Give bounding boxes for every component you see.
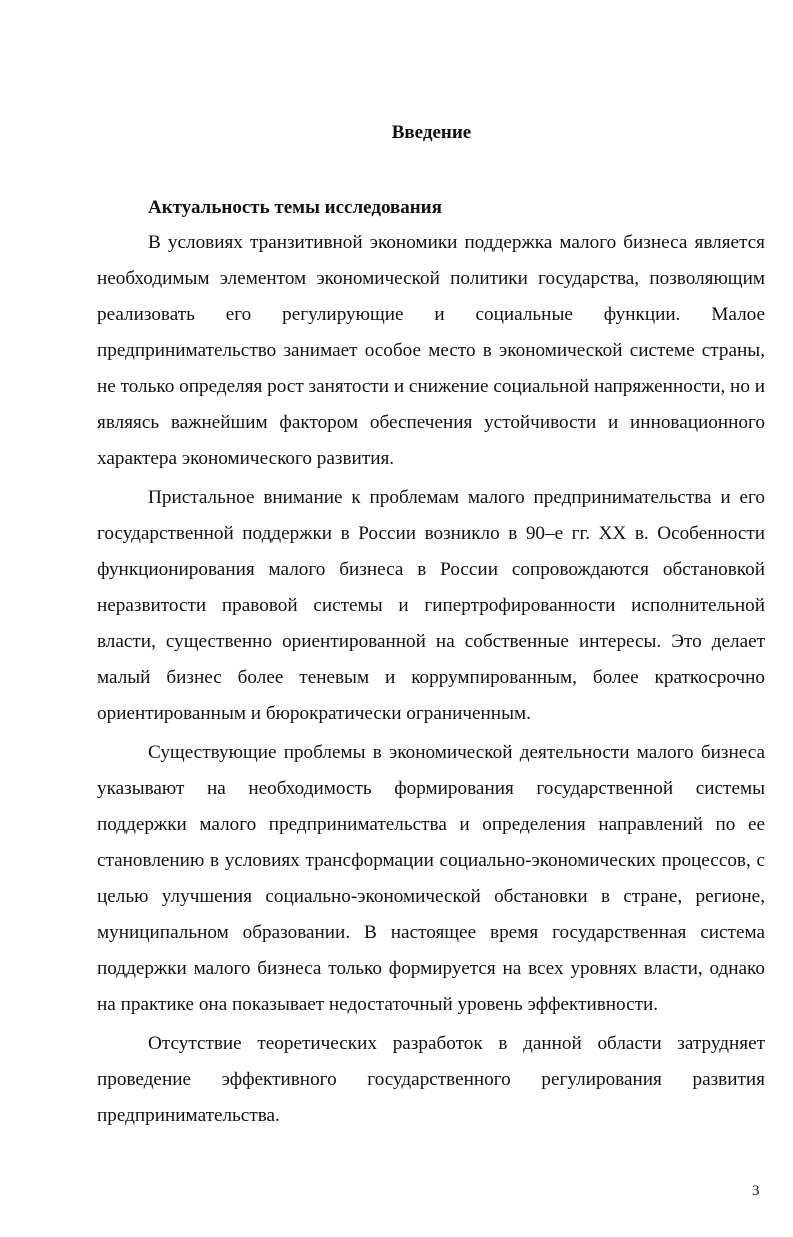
page-number: 3 [752, 1183, 760, 1199]
body-text [97, 225, 765, 1137]
paragraph-2: Пристальное внимание к проблемам малого предпринимательства и его государственной поддержки в России возникло в 90–е гг. XX в. Особенности функционирования малого бизнеса в России сопровождаются обстановкой неразвитости правовой системы и гипертрофированности исполнительной власти, существенно ориентированной на собственные интересы. Это делает малый бизнес более теневым и коррумпированным, более краткосрочно ориентированным и бюрократически ограниченным. [97, 487, 765, 724]
page-title: Введение [391, 122, 472, 143]
paragraph-3: Существующие проблемы в экономической деятельности малого бизнеса указывают на необходимость формирования государственной системы поддержки малого предпринимательства и определения направлений по ее становлению в условиях трансформации социально-экономических процессов, с целью улучшения социально-экономической обстановки в стране, регионе, муниципальном образовании. В настоящее время государственная система поддержки малого бизнеса только формируется на всех уровнях власти, однако на практике она показывает недостаточный уровень эффективности. [97, 742, 765, 1015]
section-title: Актуальность темы исследования [148, 197, 442, 218]
paragraph-1: В условиях транзитивной экономики поддержка малого бизнеса является необходимым элементом экономической политики государства, позволяющим реализовать его регулирующие и социальные функции. Малое предпринимательство занимает особое место в экономической системе страны, не только определяя рост занятости и снижение социальной напряженности, но и являясь важнейшим фактором обеспечения устойчивости и инновационного характера экономического развития. [97, 232, 765, 469]
paragraph-4: Отсутствие теоретических разработок в данной области затрудняет проведение эффективного государственного регулирования развития предпринимательства. [97, 1033, 765, 1126]
